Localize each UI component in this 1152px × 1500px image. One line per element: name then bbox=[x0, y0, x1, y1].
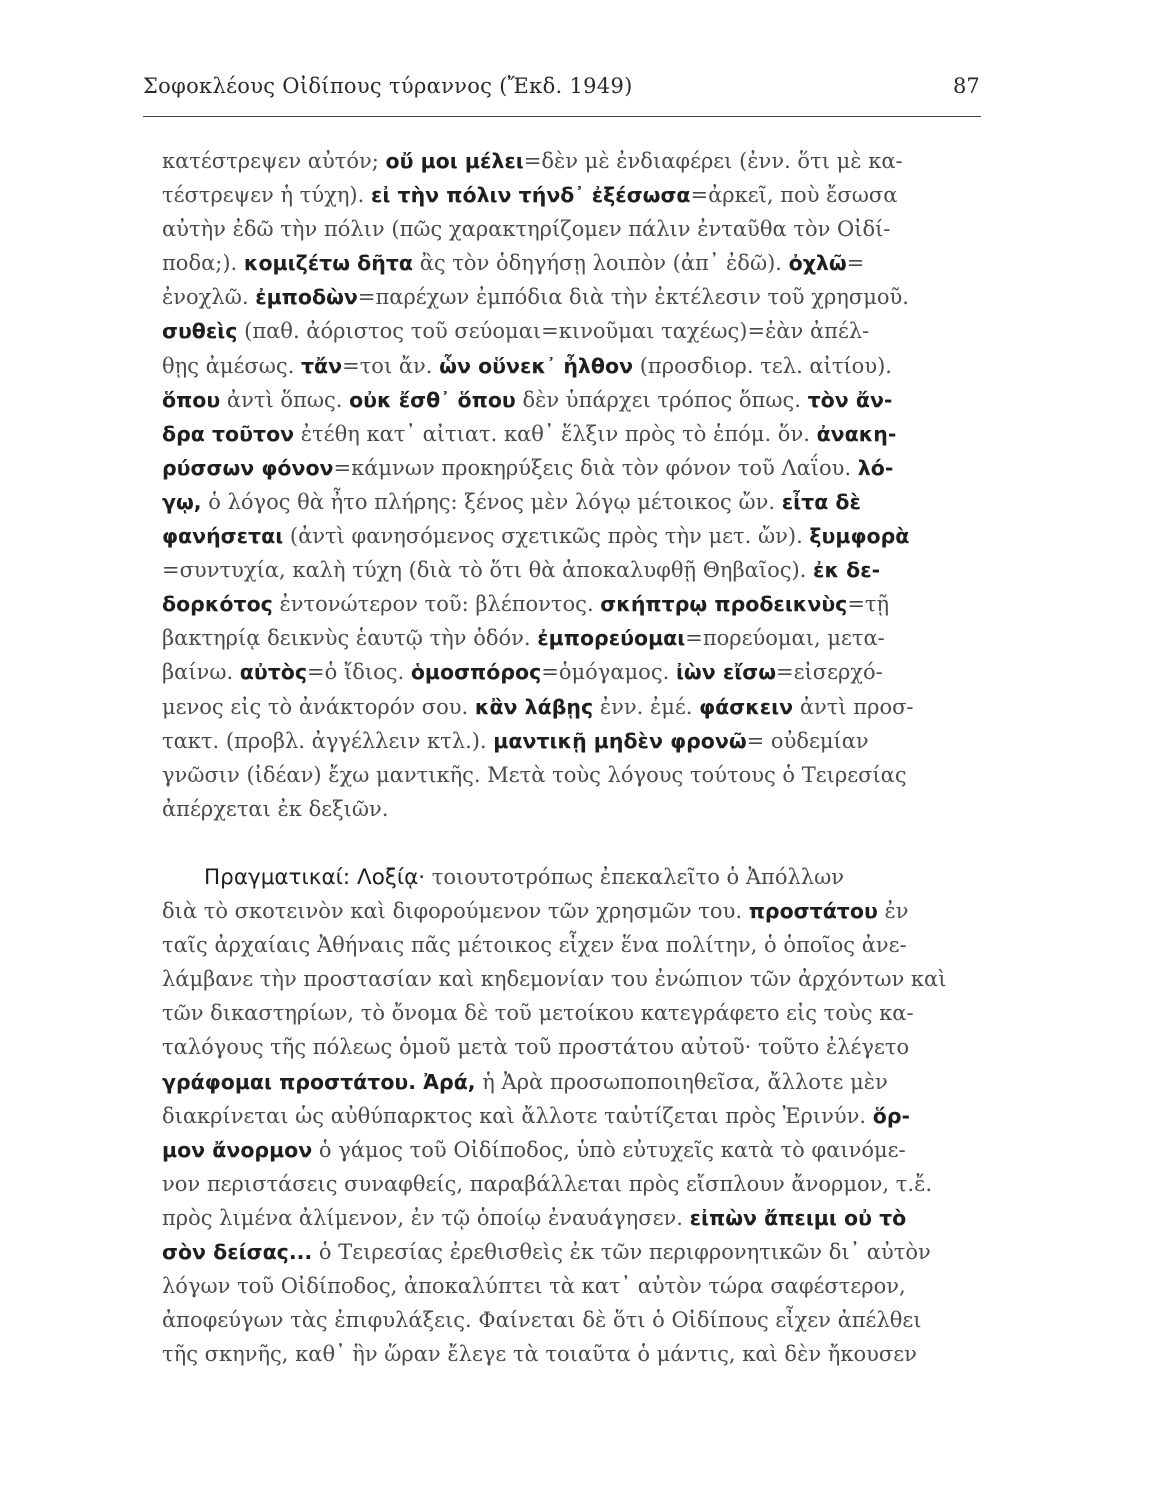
lemma-term: εἶτα δὲ bbox=[781, 489, 861, 514]
text-line bbox=[162, 1201, 982, 1235]
gloss-text: ἂς τὸν ὁδηγήσῃ λοιπὸν (ἀπ᾽ ἐδῶ). bbox=[413, 251, 789, 276]
text-line bbox=[162, 928, 982, 962]
gloss-text: =δὲν μὲ ἐνδιαφέρει (ἐνν. ὅτι μὲ κα- bbox=[523, 149, 903, 173]
lemma-term: μον ἄνορμον bbox=[162, 1137, 313, 1162]
gloss-text: =πορεύομαι, μετα- bbox=[685, 626, 885, 651]
gloss-text: πρὸς λιμένα ἀλίμενον, ἐν τῷ ὁποίῳ ἐναυάγησεν. bbox=[162, 1205, 690, 1230]
gloss-text: ταλόγους τῆς πόλεως ὁμοῦ μετὰ τοῦ προστάτου αὐτοῦ· τοῦτο ἐλέγετο bbox=[162, 1035, 910, 1060]
gloss-text: ἐν bbox=[877, 899, 909, 924]
lemma-term: σκήπτρῳ προδεικνὺς bbox=[600, 592, 848, 617]
lemma-term: αὐτὸς bbox=[239, 660, 308, 685]
gloss-text: =ὁ ἴδιος. bbox=[307, 660, 411, 685]
text-line bbox=[162, 621, 982, 655]
lemma-term: συθεὶς bbox=[162, 319, 238, 344]
gloss-text: ἐντονώτερον τοῦ: βλέποντος. bbox=[272, 592, 601, 617]
section-heading: Λοξίᾳ· bbox=[356, 864, 426, 890]
text-line bbox=[162, 1337, 982, 1371]
lemma-term: κομιζέτω δῆτα bbox=[243, 251, 414, 276]
gloss-text: μενος εἰς τὸ ἀνάκτορόν σου. bbox=[162, 694, 475, 719]
text-line bbox=[162, 792, 982, 826]
lemma-term: ὧν οὕνεκ᾽ ἦλθον bbox=[439, 353, 634, 378]
lemma-term: γράφομαι προστάτου. Ἀρά, bbox=[162, 1069, 476, 1094]
gloss-text: ταῖς ἀρχαίαις Ἀθήναις πᾶς μέτοικος εἶχεν ἕνα πολίτην, ὁ ὁποῖος ἀνε- bbox=[162, 933, 907, 958]
text-line bbox=[162, 860, 982, 894]
text-line bbox=[162, 996, 982, 1030]
gloss-text: ὁ γάμος τοῦ Οἰδίποδος, ὑπὸ εὐτυχεῖς κατὰ τὸ φαινόμε- bbox=[312, 1137, 906, 1162]
gloss-text: ἀντὶ προσ- bbox=[793, 694, 914, 719]
gloss-text: =ὁμόγαμος. bbox=[541, 660, 676, 685]
lemma-term: εἰπὼν ἄπειμι οὐ τὸ bbox=[689, 1205, 907, 1230]
text-line bbox=[162, 1065, 982, 1099]
gloss-text: =εἰσερχό- bbox=[776, 660, 883, 685]
page-number: 87 bbox=[953, 74, 980, 98]
gloss-text: τοιουτοτρόπως ἐπεκαλεῖτο ὁ Ἀπόλλων bbox=[425, 864, 844, 889]
text-line bbox=[162, 417, 982, 451]
gloss-text: τῆς σκηνῆς, καθ᾽ ἣν ὥραν ἔλεγε τὰ τοιαῦτα ὁ μάντις, καὶ δὲν ἤκουσεν bbox=[162, 1342, 917, 1367]
lemma-term: ἰὼν εἴσω bbox=[675, 660, 777, 685]
lemma-term: ὅρ- bbox=[872, 1103, 911, 1128]
text-line bbox=[162, 962, 982, 996]
lemma-term: ξυμφορὰ bbox=[809, 524, 910, 549]
lemma-term: τἄν bbox=[300, 353, 343, 378]
text-line bbox=[162, 1167, 982, 1201]
text-line bbox=[162, 519, 982, 553]
gloss-text: ἀποφεύγων τὰς ἐπιφυλάξεις. Φαίνεται δὲ ὅτι ὁ Οἰδίπους εἶχεν ἀπέλθει bbox=[162, 1308, 922, 1333]
gloss-text: =κάμνων προκηρύξεις διὰ τὸν φόνον τοῦ Λαΐου. bbox=[333, 455, 858, 480]
gloss-text: βακτηρίᾳ δεικνὺς ἑαυτῷ τὴν ὁδόν. bbox=[162, 626, 538, 651]
text-line bbox=[162, 349, 982, 383]
text-line bbox=[162, 655, 982, 689]
lemma-term: μαντικῇ μηδὲν φρονῶ bbox=[493, 728, 747, 753]
text-line bbox=[162, 178, 982, 212]
lemma-term: ἐμποδὼν bbox=[255, 285, 358, 310]
gloss-text: διὰ τὸ σκοτεινὸν καὶ διφορούμενον τῶν χρησμῶν του. bbox=[162, 899, 749, 924]
gloss-text: (παθ. ἀόριστος τοῦ σεύομαι=κινοῦμαι ταχέως)=ἐὰν ἀπέλ- bbox=[237, 319, 870, 344]
lemma-term: λό- bbox=[857, 455, 894, 480]
text-line bbox=[162, 894, 982, 928]
lemma-term: ὁμοσπόρος bbox=[410, 660, 542, 685]
text-line bbox=[162, 758, 982, 792]
gloss-text: τῶν δικαστηρίων, τὸ ὄνομα δὲ τοῦ μετοίκου κατεγράφετο εἰς τοὺς κα- bbox=[162, 1001, 914, 1026]
lemma-term: φανήσεται bbox=[162, 524, 284, 549]
gloss-text: λόγων τοῦ Οἰδίποδος, ἀποκαλύπτει τὰ κατ᾽ αὐτὸν τώρα σαφέστερον, bbox=[162, 1274, 906, 1299]
text-line bbox=[162, 1133, 982, 1167]
gloss-text: =τῇ bbox=[847, 592, 890, 617]
gloss-text: θῃς ἀμέσως. bbox=[162, 353, 301, 378]
gloss-text: γνῶσιν (ἰδέαν) ἔχω μαντικῆς. Μετὰ τοὺς λόγους τούτους ὁ Τειρεσίας bbox=[162, 762, 907, 787]
text-line bbox=[162, 1030, 982, 1064]
gloss-text: ἐνν. ἐμέ. bbox=[593, 694, 700, 719]
gloss-text: ἀντὶ ὅπως. bbox=[220, 387, 350, 412]
gloss-text: = bbox=[846, 251, 865, 276]
text-line bbox=[162, 246, 982, 280]
gloss-text: βαίνω. bbox=[162, 660, 240, 685]
text-line bbox=[162, 724, 982, 758]
text-line bbox=[162, 314, 982, 348]
lemma-term: ρύσσων φόνον bbox=[162, 455, 334, 480]
lemma-term: γῳ, bbox=[162, 489, 202, 514]
gloss-text: ὁ λόγος θὰ ἦτο πλήρης: ξένος μὲν λόγῳ μέτοικος ὤν. bbox=[201, 489, 782, 514]
text-line bbox=[162, 1269, 982, 1303]
lemma-term: οὐκ ἔσθ᾽ ὅπου bbox=[349, 387, 516, 412]
gloss-text: ἐτέθη κατ᾽ αἰτιατ. καθ᾽ ἕλξιν πρὸς τὸ ἑπόμ. ὅν. bbox=[294, 421, 817, 446]
lemma-term: ὀχλῶ bbox=[788, 251, 847, 276]
gloss-text: =παρέχων ἐμπόδια διὰ τὴν ἐκτέλεσιν τοῦ χρησμοῦ. bbox=[357, 285, 909, 310]
lemma-term: ἐκ δε- bbox=[813, 558, 881, 583]
gloss-text: τακτ. (προβλ. ἀγγέλλειν κτλ.). bbox=[162, 728, 494, 753]
text-line bbox=[162, 144, 982, 178]
lemma-term: δρα τοῦτον bbox=[162, 421, 295, 446]
gloss-text: δὲν ὑπάρχει τρόπος ὅπως. bbox=[515, 387, 808, 412]
lemma-term: οὔ μοι μέλει bbox=[385, 149, 524, 173]
lemma-term: τὸν ἄν- bbox=[807, 387, 893, 412]
section-heading: Πραγματικαί: bbox=[204, 864, 357, 890]
gloss-text: = οὐδεμίαν bbox=[746, 728, 869, 753]
text-line bbox=[162, 383, 982, 417]
gloss-text: =ἀρκεῖ, ποὺ ἔσωσα bbox=[690, 183, 898, 208]
gloss-text: =συντυχία, καλὴ τύχη (διὰ τὸ ὅτι θὰ ἀποκαλυφθῇ Θηβαῖος). bbox=[162, 558, 814, 583]
header-rule bbox=[143, 116, 981, 117]
gloss-text: ἐνοχλῶ. bbox=[162, 285, 256, 310]
text-line bbox=[162, 587, 982, 621]
text-line bbox=[162, 1303, 982, 1337]
gloss-text: ποδα;). bbox=[162, 251, 244, 276]
lemma-term: ἐμπορεύομαι bbox=[537, 626, 686, 651]
text-line bbox=[162, 280, 982, 314]
lemma-term: κἂν λάβῃς bbox=[474, 694, 594, 719]
lemma-term: ἀνακη- bbox=[816, 421, 897, 446]
gloss-text: αὐτὴν ἐδῶ τὴν πόλιν (πῶς χαρακτηρίζομεν πάλιν ἐνταῦθα τὸν Οἰδί- bbox=[162, 217, 891, 242]
running-title: Σοφοκλέους Οἰδίπους τύραννος (Ἔκδ. 1949) bbox=[143, 74, 633, 98]
text-line bbox=[162, 1235, 982, 1269]
lemma-term: εἰ τὴν πόλιν τήνδ᾽ ἐξέσωσα bbox=[370, 183, 691, 208]
gloss-text: ἀπέρχεται ἐκ δεξιῶν. bbox=[162, 796, 389, 821]
gloss-text: =τοι ἄν. bbox=[342, 353, 440, 378]
gloss-text: (προσδιορ. τελ. αἰτίου). bbox=[633, 353, 892, 378]
lemma-term: δορκότος bbox=[162, 592, 273, 617]
text-line bbox=[162, 690, 982, 724]
gloss-text: κατέστρεψεν αὐτόν; bbox=[162, 149, 386, 173]
paragraph-break bbox=[162, 826, 982, 860]
lemma-term: φάσκειν bbox=[699, 694, 794, 719]
gloss-text: ἡ Ἀρὰ προσωποποιηθεῖσα, ἄλλοτε μὲν bbox=[475, 1069, 888, 1094]
text-line bbox=[162, 1099, 982, 1133]
gloss-text: λάμβανε τὴν προστασίαν καὶ κηδεμονίαν του ἐνώπιον τῶν ἀρχόντων καὶ bbox=[162, 967, 947, 992]
text-line bbox=[162, 451, 982, 485]
lemma-term: προστάτου bbox=[748, 899, 878, 924]
gloss-text: τέστρεψεν ἡ τύχη). bbox=[162, 183, 371, 208]
text-line bbox=[162, 485, 982, 519]
lemma-term: ὅπου bbox=[162, 387, 221, 412]
gloss-text: (ἀντὶ φανησόμενος σχετικῶς πρὸς τὴν μετ. ὤν). bbox=[283, 524, 810, 549]
commentary-text bbox=[162, 144, 982, 1371]
running-head bbox=[143, 74, 983, 114]
text-line bbox=[162, 553, 982, 587]
lemma-term: σὸν δείσας... bbox=[162, 1240, 313, 1264]
gloss-text: διακρίνεται ὡς αὐθύπαρκτος καὶ ἄλλοτε ταὐτίζεται πρὸς Ἐρινύν. bbox=[162, 1103, 873, 1128]
gloss-text: ὁ Τειρεσίας ἐρεθισθεὶς ἐκ τῶν περιφρονητικῶν δι᾽ αὐτὸν bbox=[312, 1240, 931, 1264]
gloss-text: νον περιστάσεις συναφθείς, παραβάλλεται πρὸς εἴσπλουν ἄνορμον, τ.ἔ. bbox=[162, 1171, 933, 1196]
text-line bbox=[162, 212, 982, 246]
